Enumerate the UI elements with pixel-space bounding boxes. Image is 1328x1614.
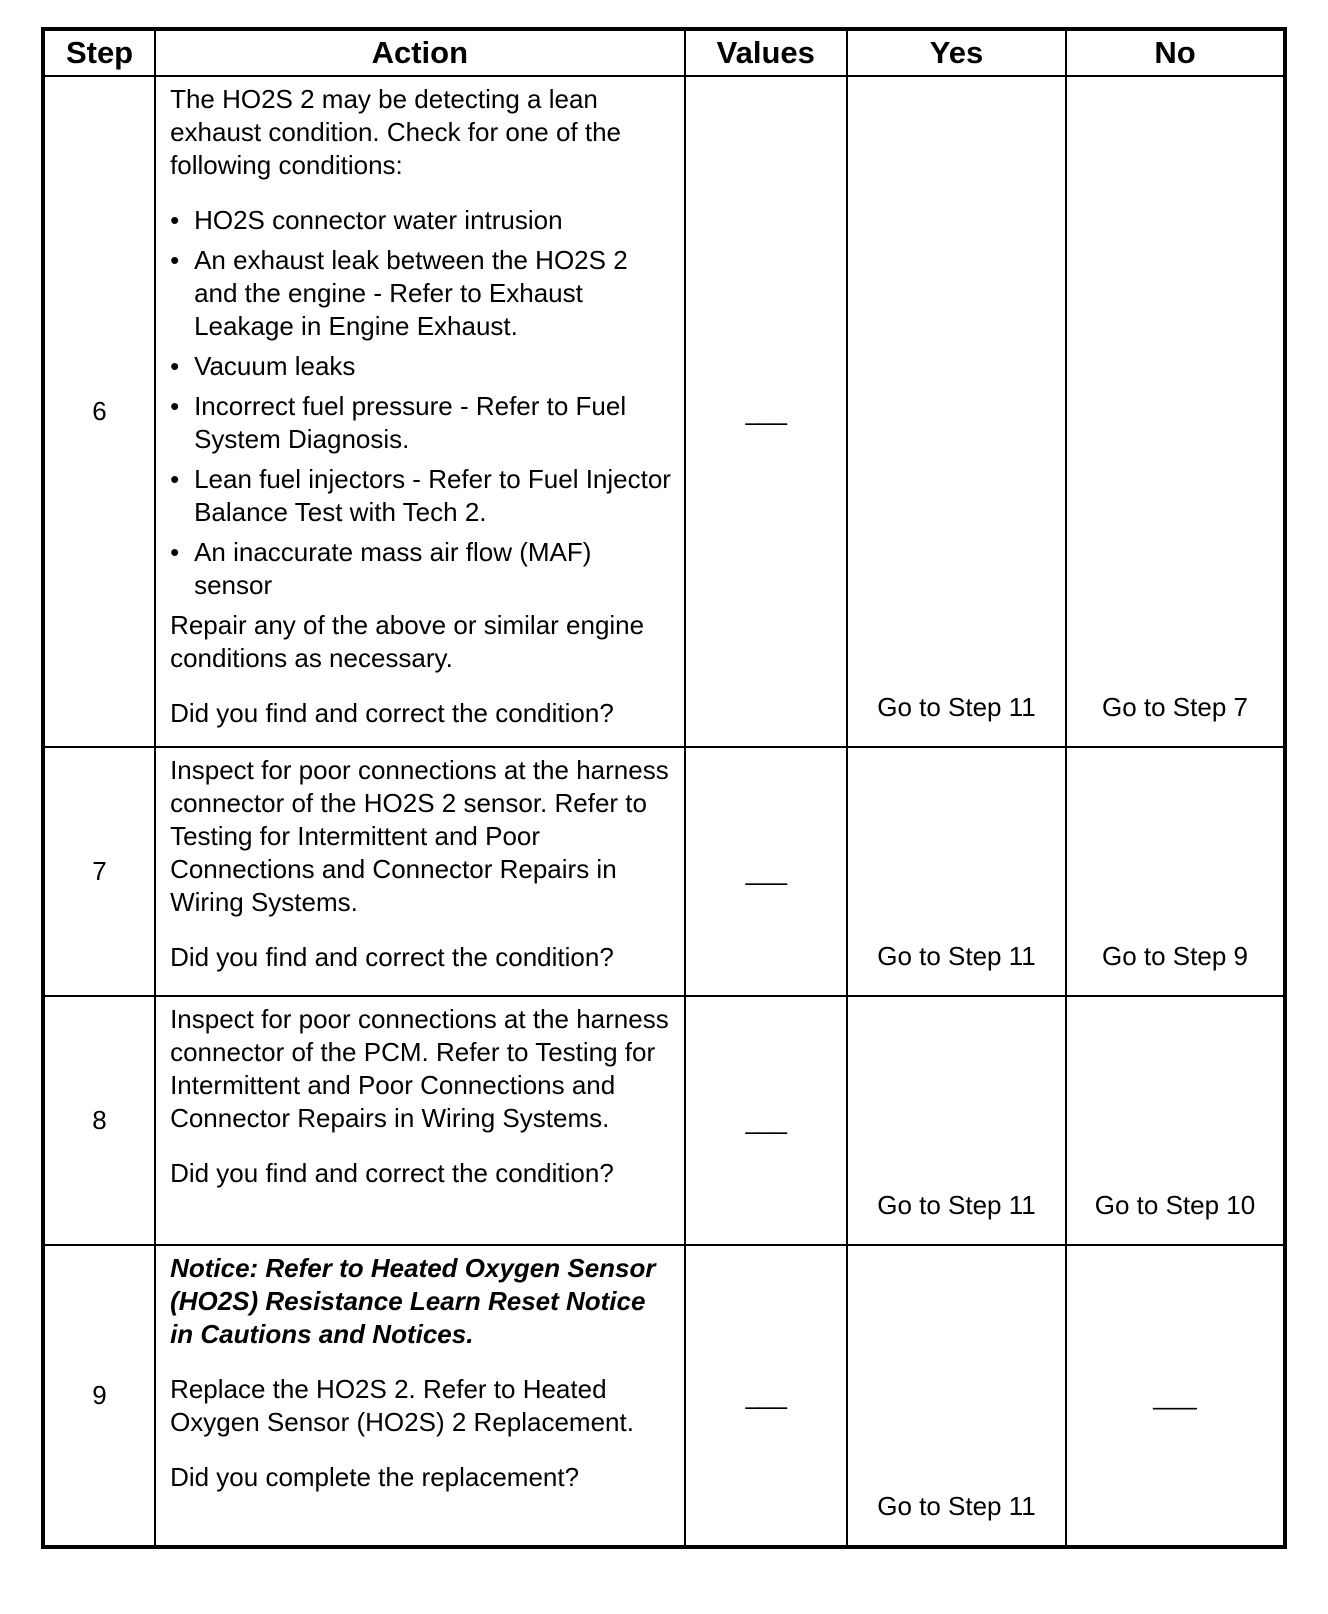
- values-cell: ___: [685, 747, 847, 996]
- diagnostic-table: [41, 27, 1287, 1549]
- action-cell: [155, 76, 684, 747]
- header-action: Action: [155, 29, 684, 76]
- no-cell: [1066, 76, 1285, 747]
- action-question: Did you find and correct the condition?: [170, 698, 614, 728]
- action-question: Did you complete the replacement?: [170, 1462, 580, 1492]
- condition-list: [170, 204, 671, 602]
- notice-text: Notice: Refer to Heated Oxygen Sensor (HO2S) Resistance Learn Reset Notice in Cautions and Notices.: [170, 1253, 656, 1349]
- list-item: • An exhaust leak between the HO2S 2 and the engine - Refer to Exhaust Leakage in Engine Exhaust.: [170, 245, 628, 341]
- no-result: Go to Step 7: [1101, 692, 1248, 722]
- action-cell: [155, 1245, 684, 1547]
- values-cell: ___: [685, 1245, 847, 1547]
- step-number: 8: [43, 996, 155, 1245]
- yes-cell: [847, 747, 1066, 996]
- action-text: Replace the HO2S 2. Refer to Heated Oxygen Sensor (HO2S) 2 Replacement.: [170, 1374, 634, 1437]
- table-row-step-8: [43, 996, 1285, 1245]
- no-result: Go to Step 10: [1094, 1190, 1256, 1220]
- action-repair: Repair any of the above or similar engine conditions as necessary.: [170, 610, 645, 673]
- action-text: Inspect for poor connections at the harness connector of the PCM. Refer to Testing for Intermittent and Poor Connections and Connector Repairs in Wiring Systems.: [170, 1004, 669, 1133]
- table-row-step-6: [43, 76, 1285, 747]
- no-cell: [1066, 1245, 1285, 1547]
- no-cell: [1066, 996, 1285, 1245]
- header-yes: Yes: [847, 29, 1066, 76]
- step-number: 9: [43, 1245, 155, 1547]
- yes-cell: [847, 996, 1066, 1245]
- yes-cell: [847, 76, 1066, 747]
- header-values: Values: [685, 29, 847, 76]
- header-step: Step: [43, 29, 155, 76]
- table-row-step-9: [43, 1245, 1285, 1547]
- action-cell: [155, 996, 684, 1245]
- yes-result: Go to Step 11: [877, 941, 1036, 971]
- header-row: [43, 29, 1285, 76]
- action-intro: The HO2S 2 may be detecting a lean exhaust condition. Check for one of the following conditions:: [170, 84, 622, 180]
- yes-result: Go to Step 11: [877, 1491, 1036, 1521]
- step-number: 6: [43, 76, 155, 747]
- step-number: 7: [43, 747, 155, 996]
- list-item: • Incorrect fuel pressure - Refer to Fuel System Diagnosis.: [170, 391, 627, 454]
- yes-result: Go to Step 11: [877, 692, 1036, 722]
- values-cell: ___: [685, 76, 847, 747]
- yes-cell: [847, 1245, 1066, 1547]
- no-cell: [1066, 747, 1285, 996]
- action-question: Did you find and correct the condition?: [170, 942, 614, 972]
- action-text: Inspect for poor connections at the harness connector of the HO2S 2 sensor. Refer to Testing for Intermittent and Poor Connections and Connector Repairs in Wiring Systems.: [170, 755, 669, 917]
- values-cell: ___: [685, 996, 847, 1245]
- no-result: Go to Step 9: [1101, 941, 1248, 971]
- list-item: • An inaccurate mass air flow (MAF) sensor: [170, 537, 592, 600]
- list-item: • HO2S connector water intrusion: [170, 205, 563, 235]
- yes-result: Go to Step 11: [877, 1190, 1036, 1220]
- no-result: ___: [1153, 1380, 1197, 1410]
- list-item: • Lean fuel injectors - Refer to Fuel Injector Balance Test with Tech 2.: [170, 464, 671, 527]
- table-row-step-7: [43, 747, 1285, 996]
- action-cell: [155, 747, 684, 996]
- list-item: • Vacuum leaks: [170, 351, 356, 381]
- action-question: Did you find and correct the condition?: [170, 1158, 614, 1188]
- header-no: No: [1066, 29, 1285, 76]
